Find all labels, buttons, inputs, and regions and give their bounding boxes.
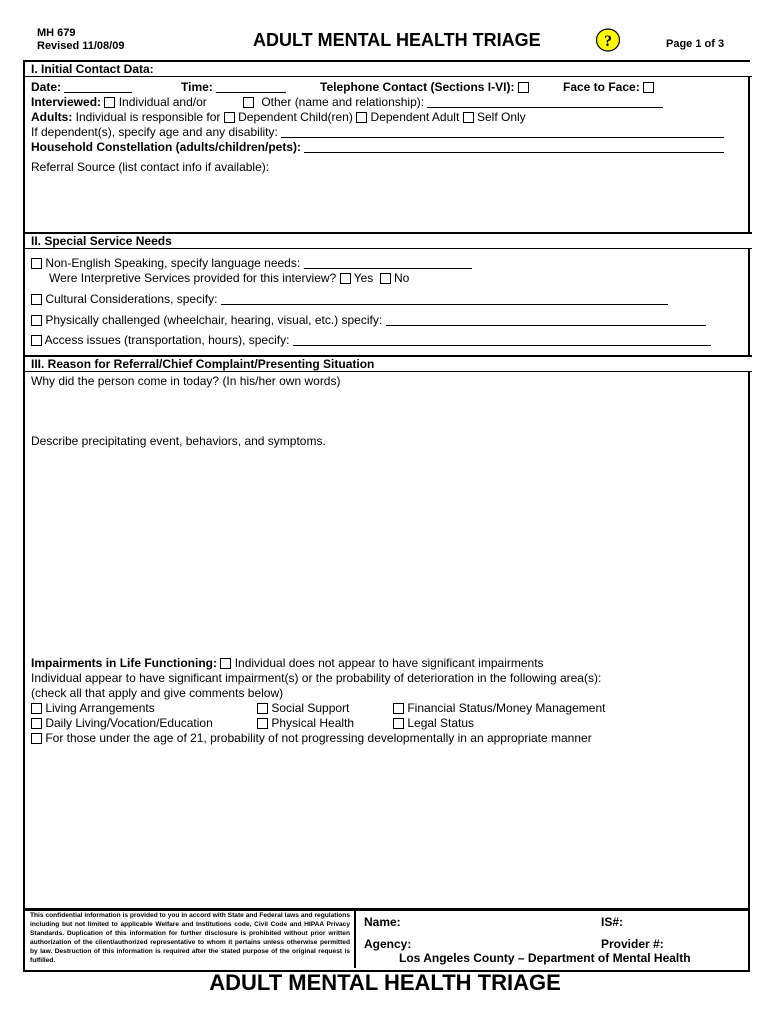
household-label: Household Constellation (adults/children/pets): (31, 140, 302, 154)
cultural-checkbox[interactable] (31, 294, 42, 305)
other-option: Other (name and relationship): (261, 95, 425, 109)
impairments-label: Impairments in Life Functioning: (31, 656, 217, 670)
physical-health-checkbox[interactable] (257, 718, 268, 729)
impairments-comments-field[interactable] (31, 750, 739, 900)
self-only-checkbox[interactable] (463, 112, 474, 123)
time-row (181, 80, 286, 94)
language-field[interactable] (304, 256, 472, 269)
daily-checkbox[interactable] (31, 718, 42, 729)
appear-text: Individual appear to have significant impairment(s) or the probability of deterioration in the following area(s): (31, 671, 602, 685)
physical-field[interactable] (386, 313, 706, 326)
individual-checkbox[interactable] (104, 97, 115, 108)
living-label: Living Arrangements (45, 701, 155, 715)
household-field[interactable] (304, 140, 724, 153)
non-english-checkbox[interactable] (31, 258, 42, 269)
other-checkbox[interactable] (243, 97, 254, 108)
under21-checkbox[interactable] (31, 733, 42, 744)
check-text: (check all that apply and give comments below) (31, 686, 284, 700)
access-row (31, 333, 711, 347)
under21-label: For those under the age of 21, probability of not progressing developmentally in an appropriate manner (45, 731, 592, 745)
is-label: IS#: (601, 915, 624, 929)
legal-label: Legal Status (407, 716, 475, 730)
face-to-face-checkbox[interactable] (643, 82, 654, 93)
social-checkbox[interactable] (257, 703, 268, 714)
dependent-child-option: Dependent Child(ren) (238, 110, 353, 124)
household-row (31, 140, 724, 154)
telephone-label: Telephone Contact (Sections I-VI): (320, 80, 515, 94)
social-row (257, 701, 349, 715)
dependent-adult-option: Dependent Adult (370, 110, 460, 124)
date-field[interactable] (64, 80, 132, 93)
living-row (31, 701, 155, 715)
under21-row (31, 731, 592, 745)
name-label: Name: (364, 915, 401, 929)
individual-option: Individual and/or (118, 95, 207, 109)
department-name: Los Angeles County – Department of Mental Health (399, 951, 691, 965)
provider-label: Provider #: (601, 937, 664, 951)
section-3-heading: III. Reason for Referral/Chief Complaint/Presenting Situation (25, 355, 752, 372)
physical-checkbox[interactable] (31, 315, 42, 326)
telephone-checkbox[interactable] (518, 82, 529, 93)
describe-label: Describe precipitating event, behaviors, and symptoms. (31, 434, 326, 448)
legal-row (393, 716, 474, 730)
non-english-label: Non-English Speaking, specify language needs: (45, 256, 301, 270)
dependents-label: If dependent(s), specify age and any disability: (31, 125, 278, 139)
footer-inner-line (25, 910, 746, 911)
confidential-notice: This confidential information is provided to you in accord with State and Federal laws and regulations including but not limited to applicable Welfare and Institutions code, Civil Code and HIPAA Privacy Standards. Duplication of this information for further disclosure is prohibited without prior written authorization of the client/authorized representative to whom it pertains unless otherwise permitted by law. Destruction of this information is required after the stated purpose of the original request is fulfilled. (30, 912, 350, 964)
why-label: Why did the person come in today? (In his/her own words) (31, 374, 341, 388)
question-icon[interactable] (595, 27, 621, 53)
financial-label: Financial Status/Money Management (407, 701, 606, 715)
provider-field[interactable] (666, 935, 740, 951)
section-1-heading: I. Initial Contact Data: (25, 62, 752, 77)
agency-field[interactable] (412, 935, 592, 951)
physical-row (31, 313, 706, 327)
dependent-child-checkbox[interactable] (224, 112, 235, 123)
physical-health-label: Physical Health (271, 716, 355, 730)
physical-health-row (257, 716, 354, 730)
page-number: Page 1 of 3 (666, 38, 725, 50)
is-field[interactable] (630, 913, 740, 929)
access-checkbox[interactable] (31, 335, 42, 346)
dependents-row (31, 125, 724, 139)
svg-text:?: ? (604, 33, 612, 50)
adults-label: Adults: (31, 110, 73, 124)
no-label: No (393, 271, 410, 285)
date-label: Date: (31, 80, 62, 94)
footer-divider (354, 910, 356, 968)
form-number: MH 679 (37, 27, 76, 39)
date-row (31, 80, 132, 94)
cultural-row (31, 292, 668, 306)
referral-field[interactable] (31, 176, 739, 228)
financial-row (393, 701, 605, 715)
daily-row (31, 716, 213, 730)
time-field[interactable] (216, 80, 286, 93)
financial-checkbox[interactable] (393, 703, 404, 714)
interviewed-row (31, 95, 207, 109)
daily-label: Daily Living/Vocation/Education (45, 716, 213, 730)
interpretive-yes-checkbox[interactable] (340, 273, 351, 284)
face-label: Face to Face: (563, 80, 640, 94)
no-impairments-label: Individual does not appear to have significant impairments (234, 656, 544, 670)
telephone-row (320, 80, 529, 94)
physical-label: Physically challenged (wheelchair, hearing, visual, etc.) specify: (45, 313, 383, 327)
other-field[interactable] (427, 95, 663, 108)
dependents-field[interactable] (281, 125, 724, 138)
interpretive-row (49, 271, 409, 285)
self-only-option: Self Only (476, 110, 526, 124)
non-english-row (31, 256, 472, 270)
access-field[interactable] (293, 333, 711, 346)
other-row (243, 95, 663, 109)
interpretive-no-checkbox[interactable] (380, 273, 391, 284)
agency-label: Agency: (364, 937, 412, 951)
name-field[interactable] (405, 913, 595, 929)
social-label: Social Support (271, 701, 350, 715)
why-field[interactable] (31, 390, 739, 430)
interviewed-label: Interviewed: (31, 95, 102, 109)
no-impairments-checkbox[interactable] (220, 658, 231, 669)
section-2-heading: II. Special Service Needs (25, 232, 752, 249)
adults-text: Individual is responsible for (75, 110, 221, 124)
yes-label: Yes (353, 271, 374, 285)
cultural-label: Cultural Considerations, specify: (45, 292, 218, 306)
access-label: Access issues (transportation, hours), specify: (44, 333, 290, 347)
legal-checkbox[interactable] (393, 718, 404, 729)
adults-row (31, 110, 526, 124)
face-row (563, 80, 654, 94)
impairments-row (31, 656, 544, 670)
interpretive-label: Were Interpretive Services provided for this interview? (49, 271, 337, 285)
cultural-field[interactable] (221, 292, 668, 305)
describe-field[interactable] (31, 450, 739, 650)
living-checkbox[interactable] (31, 703, 42, 714)
time-label: Time: (181, 80, 213, 94)
bottom-title: ADULT MENTAL HEALTH TRIAGE (209, 970, 561, 995)
form-title: ADULT MENTAL HEALTH TRIAGE (253, 30, 541, 50)
referral-label: Referral Source (list contact info if available): (31, 160, 270, 174)
dependent-adult-checkbox[interactable] (356, 112, 367, 123)
revised-date: Revised 11/08/09 (37, 40, 125, 52)
